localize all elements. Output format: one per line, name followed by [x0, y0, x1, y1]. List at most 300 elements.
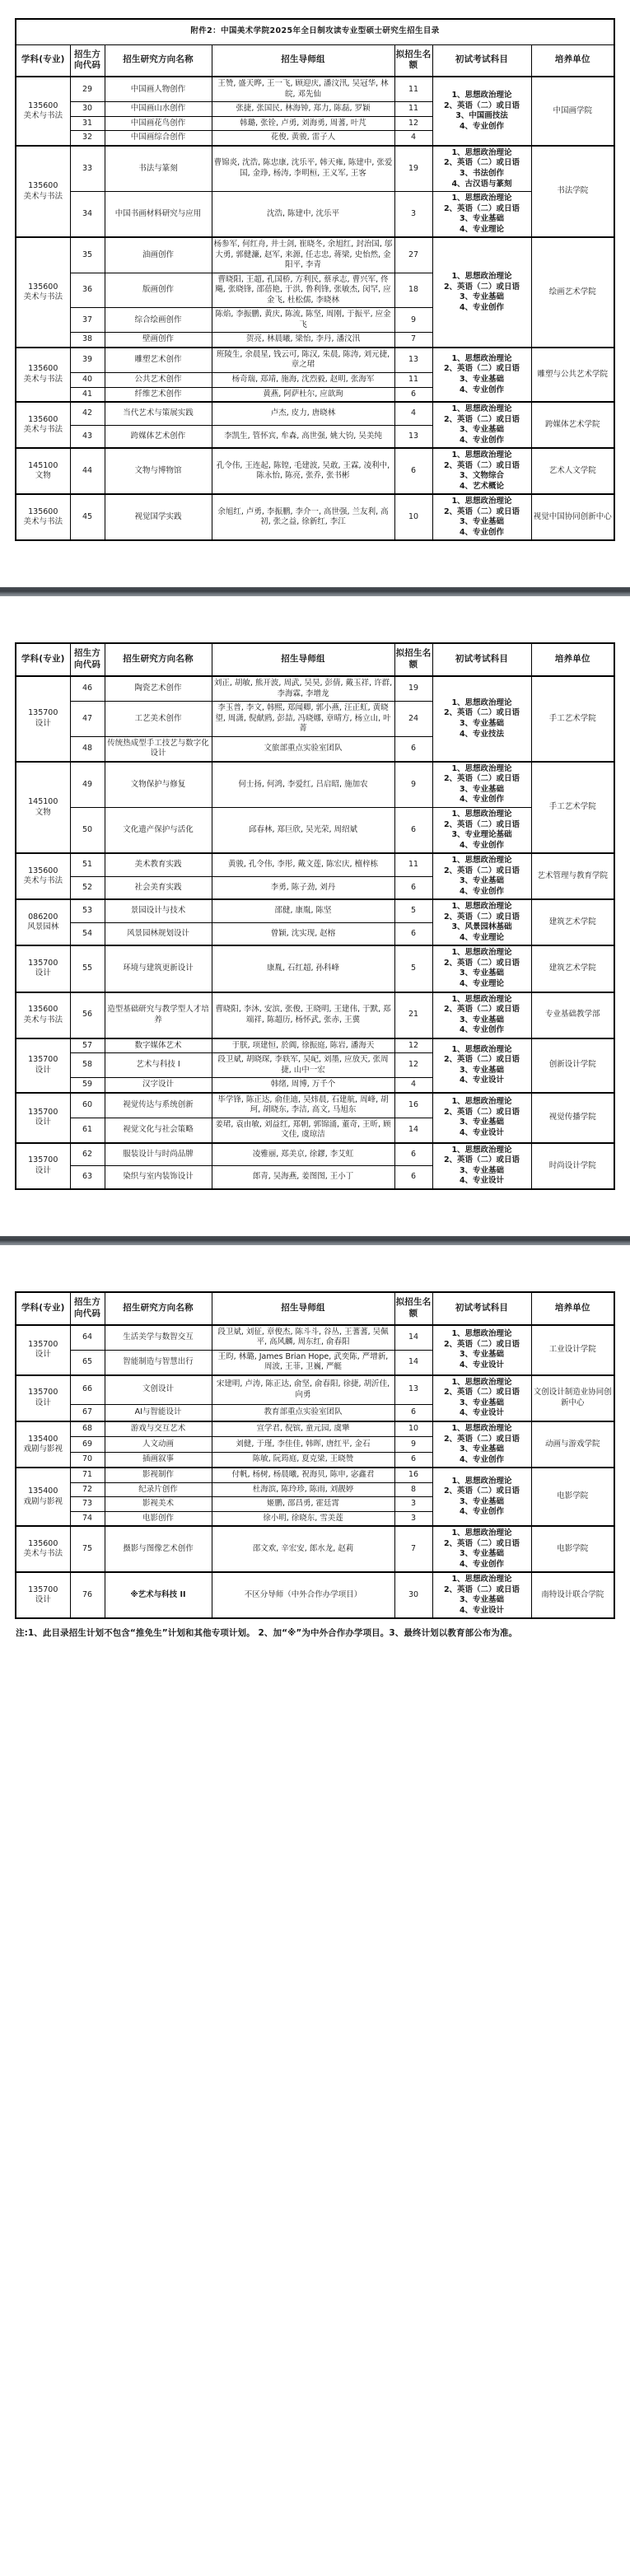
subject-name-cell: 145100 文物 — [16, 762, 70, 853]
quota-cell: 13 — [394, 425, 432, 448]
exam-subject-line: 1、思想政治理论 — [451, 1528, 512, 1538]
mentor-group-cell: 宣学君, 倪镔, 童元园, 虞犟 — [212, 1421, 394, 1437]
exam-subject-line: 2、英语（二）或日语 — [443, 1584, 520, 1594]
exam-subject-line: 4、专业创作 — [459, 886, 505, 896]
quota-cell: 12 — [394, 116, 432, 131]
mentor-group-cell: 陈焰, 李振鹏, 黄庆, 陈流, 陈坚, 周刚, 于振平, 应金飞 — [212, 308, 394, 333]
training-unit-cell: 艺术管理与教育学院 — [531, 853, 614, 899]
table-row — [16, 1526, 614, 1572]
table-row — [16, 146, 614, 192]
direction-code-cell: 37 — [70, 308, 105, 333]
mentor-group-cell: 余旭红, 卢勇, 李振鹏, 李介一, 高世强, 兰友利, 高初, 张之益, 徐新红, 李江 — [212, 494, 394, 540]
direction-name-cell: 壁画创作 — [105, 333, 212, 348]
subject-name-cell: 135700 设计 — [16, 1093, 70, 1143]
exam-subject-line: 3、专业基础 — [459, 425, 505, 435]
exam-subjects-cell — [432, 348, 531, 402]
direction-name-cell: 环境与建筑更新设计 — [105, 945, 212, 992]
exam-subject-line: 3、专业基础 — [459, 784, 505, 794]
direction-code-cell: 39 — [70, 348, 105, 373]
quota-cell: 4 — [394, 1078, 432, 1093]
direction-code-cell: 63 — [70, 1166, 105, 1189]
mentor-group-cell: 段卫斌, 胡晓琛, 李轶军, 吴屺, 刘墨, 应放天, 张周捷, 山中一宏 — [212, 1053, 394, 1078]
quota-cell: 16 — [394, 1468, 432, 1482]
quota-cell: 11 — [394, 853, 432, 876]
exam-subject-line: 1、思想政治理论 — [451, 948, 512, 958]
exam-subject-line: 4、专业理论 — [459, 978, 505, 988]
direction-code-cell: 69 — [70, 1437, 105, 1452]
table-header-row — [16, 1292, 614, 1325]
mentor-group-cell: 黄骏, 孔令伟, 李彤, 戴文莲, 陈宏庆, 檀梓栋 — [212, 853, 394, 876]
quota-cell: 7 — [394, 1526, 432, 1572]
mentor-group-cell: 杨奇瑞, 郑靖, 施海, 沈烈毅, 赵明, 张海军 — [212, 373, 394, 388]
exam-subject-line: 4、专业设计 — [459, 1605, 505, 1615]
quota-cell: 9 — [394, 308, 432, 333]
quota-cell: 19 — [394, 146, 432, 192]
exam-subject-line: 2、英语（二）或日语 — [443, 1339, 520, 1349]
table-row — [16, 1421, 614, 1437]
direction-name-cell: 数字媒体艺术 — [105, 1038, 212, 1053]
exam-subject-line: 4、专业创作 — [459, 1454, 505, 1464]
subject-name-cell: 135700 设计 — [16, 1375, 70, 1421]
exam-subject-line: 3、专业基础 — [459, 1496, 505, 1506]
table-row — [16, 77, 614, 102]
direction-name-cell: 雕塑艺术创作 — [105, 348, 212, 373]
catalog-page-1 — [0, 0, 630, 566]
quota-cell: 12 — [394, 1038, 432, 1053]
exam-subject-line: 3、专业基础 — [459, 1350, 505, 1360]
direction-name-cell: 服装设计与时尚品牌 — [105, 1143, 212, 1166]
quota-cell: 3 — [394, 192, 432, 238]
column-header-code: 招生方向代码 — [70, 1292, 105, 1325]
quota-cell: 4 — [394, 131, 432, 146]
direction-name-cell: 陶瓷艺术创作 — [105, 676, 212, 702]
direction-name-cell: 社会美育实践 — [105, 876, 212, 899]
column-header-code: 招生方向代码 — [70, 44, 105, 77]
exam-subject-line: 4、古汉语与篆刻 — [451, 179, 512, 189]
mentor-group-cell: 韩绪, 周博, 万千个 — [212, 1078, 394, 1093]
direction-code-cell: 72 — [70, 1482, 105, 1497]
direction-name-cell: 视觉文化与社会策略 — [105, 1118, 212, 1143]
subject-name-cell: 135600 美术与书法 — [16, 853, 70, 899]
exam-subject-line: 4、专业创作 — [459, 302, 505, 312]
quota-cell: 6 — [394, 387, 432, 402]
direction-name-cell: 文创设计 — [105, 1375, 212, 1404]
exam-subjects-cell — [432, 992, 531, 1038]
direction-code-cell: 44 — [70, 448, 105, 494]
training-unit-cell: 文创设计制造业协同创新中心 — [531, 1375, 614, 1421]
exam-subject-line: 3、专业基础 — [459, 1165, 505, 1175]
direction-code-cell: 76 — [70, 1572, 105, 1618]
column-header-subject: 学科(专业) — [16, 643, 70, 676]
table-header-row — [16, 44, 614, 77]
exam-subjects-cell — [432, 448, 531, 494]
table-row — [16, 945, 614, 992]
exam-subject-line: 1、思想政治理论 — [451, 1097, 512, 1107]
direction-code-cell: 50 — [70, 808, 105, 854]
direction-code-cell: 66 — [70, 1375, 105, 1404]
table-row — [16, 1038, 614, 1053]
direction-code-cell: 71 — [70, 1468, 105, 1482]
exam-subject-line: 2、英语（二）或日语 — [443, 819, 520, 829]
mentor-group-cell: 曾颖, 沈实现, 赵榕 — [212, 922, 394, 945]
direction-name-cell: 中国书画材料研究与应用 — [105, 192, 212, 238]
direction-code-cell: 46 — [70, 676, 105, 702]
quota-cell: 6 — [394, 922, 432, 945]
column-header-subject: 学科(专业) — [16, 1292, 70, 1325]
quota-cell: 27 — [394, 237, 432, 273]
direction-code-cell: 31 — [70, 116, 105, 131]
column-header-unit: 培养单位 — [531, 643, 614, 676]
column-header-unit: 培养单位 — [531, 1292, 614, 1325]
quota-cell: 6 — [394, 1452, 432, 1468]
mentor-group-cell: 王赞, 盛天晔, 王一飞, 顾迎庆, 潘汶汛, 吴冠华, 林皖, 邓先仙 — [212, 77, 394, 102]
column-header-exam: 初试考试科目 — [432, 1292, 531, 1325]
exam-subject-line: 2、英语（二）或日语 — [443, 1005, 520, 1015]
quota-cell: 14 — [394, 1118, 432, 1143]
exam-subject-line: 3、专业基础 — [459, 1118, 505, 1127]
quota-cell: 6 — [394, 876, 432, 899]
column-header-direction: 招生研究方向名称 — [105, 1292, 212, 1325]
page-gap — [0, 566, 630, 587]
direction-name-cell: AI与智能设计 — [105, 1404, 212, 1421]
column-header-mentors: 招生导师组 — [212, 1292, 394, 1325]
quota-cell: 10 — [394, 494, 432, 540]
exam-subjects-cell — [432, 1468, 531, 1526]
exam-subject-line: 3、专业基础 — [459, 1595, 505, 1605]
exam-subject-line: 4、专业设计 — [459, 1127, 505, 1137]
direction-code-cell: 48 — [70, 736, 105, 762]
exam-subject-line: 2、英语（二）或日语 — [443, 364, 520, 374]
table-row — [16, 1572, 614, 1618]
column-header-code: 招生方向代码 — [70, 643, 105, 676]
exam-subject-line: 3、专业理论基础 — [451, 830, 512, 840]
exam-subjects-cell — [432, 494, 531, 540]
exam-subject-line: 1、思想政治理论 — [451, 497, 512, 506]
mentor-group-cell: 刘正, 胡敏, 熊开波, 周武, 吴昊, 彭倩, 戴玉祥, 许群, 李海霖, 李增龙 — [212, 676, 394, 702]
exam-subject-line: 2、英语（二）或日语 — [443, 708, 520, 718]
exam-subject-line: 1、思想政治理论 — [451, 1575, 512, 1584]
direction-code-cell: 55 — [70, 945, 105, 992]
subject-name-cell: 135400 戏剧与影视 — [16, 1468, 70, 1526]
subject-name-cell: 086200 风景园林 — [16, 899, 70, 945]
mentor-group-cell: 李玉普, 李文, 韩熙, 郑闻卿, 郭小燕, 汪正虹, 黄晓望, 周潇, 倪献鸥, 彭喆, 冯晓娜, 章晴方, 杨立山, 叶菁 — [212, 702, 394, 737]
mentor-group-cell: 孔令伟, 王连起, 陈锽, 毛建波, 吴敢, 王霖, 凌利中, 陈永怡, 陈亮, 张乔, 张书彬 — [212, 448, 394, 494]
exam-subject-line: 1、思想政治理论 — [451, 902, 512, 912]
table-row — [16, 808, 614, 854]
direction-name-cell: 纤维艺术创作 — [105, 387, 212, 402]
direction-code-cell: 42 — [70, 402, 105, 425]
table-row — [16, 992, 614, 1038]
exam-subject-line: 4、专业创作 — [459, 1507, 505, 1517]
mentor-group-cell: 不区分导师（中外合作办学项目） — [212, 1572, 394, 1618]
exam-subject-line: 3、专业基础 — [459, 214, 505, 224]
exam-subject-line: 3、专业基础 — [459, 876, 505, 886]
subject-name-cell: 135700 设计 — [16, 676, 70, 762]
mentor-group-cell: 段卫斌, 刘征, 章俊杰, 陈斗斗, 谷丛, 王蓍蓍, 吴佩平, 高风麟, 周东红, 俞春阳 — [212, 1325, 394, 1351]
exam-subject-line: 1、思想政治理论 — [451, 1044, 512, 1054]
subject-name-cell: 135700 设计 — [16, 945, 70, 992]
training-unit-cell: 艺术人文学院 — [531, 448, 614, 494]
footer-note: 注:1、此目录招生计划不包含“推免生”计划和其他专项计划。 2、加“※”为中外合作办学项目。3、最终计划以教育部公布为准。 — [16, 1628, 518, 1639]
direction-code-cell: 54 — [70, 922, 105, 945]
page-gap — [0, 1215, 630, 1236]
quota-cell: 16 — [394, 1093, 432, 1118]
exam-subject-line: 3、专业基础 — [459, 517, 505, 527]
direction-name-cell: 文物保护与修复 — [105, 762, 212, 808]
direction-name-cell: 中国画人物创作 — [105, 77, 212, 102]
direction-code-cell: 62 — [70, 1143, 105, 1166]
quota-cell: 11 — [394, 373, 432, 388]
column-header-quota: 拟招生名额 — [394, 44, 432, 77]
table-row — [16, 402, 614, 425]
exam-subject-line: 4、专业创作 — [459, 527, 505, 537]
direction-name-cell: 油画创作 — [105, 237, 212, 273]
direction-name-cell: 书法与篆刻 — [105, 146, 212, 192]
catalog-page-2 — [0, 624, 630, 1215]
exam-subject-line: 2、英语（二）或日语 — [443, 1155, 520, 1165]
catalog-page-3 — [0, 1273, 630, 1665]
mentor-group-cell: 陈敏, 阮筠庭, 夏克梁, 王晓赞 — [212, 1452, 394, 1468]
mentor-group-cell: 卢杰, 皮力, 唐晓林 — [212, 402, 394, 425]
mentor-group-cell: 张捷, 张国民, 林海钟, 郑力, 陈磊, 罗颖 — [212, 102, 394, 117]
subject-name-cell: 135600 美术与书法 — [16, 237, 70, 348]
mentor-group-cell: 文旅部重点实验室团队 — [212, 736, 394, 762]
exam-subject-line: 1、思想政治理论 — [451, 1423, 512, 1433]
exam-subjects-cell — [432, 853, 531, 899]
page-separator-band — [0, 1236, 630, 1245]
quota-cell: 13 — [394, 348, 432, 373]
mentor-group-cell: 李勇, 陈子劲, 刘丹 — [212, 876, 394, 899]
mentor-group-cell: 凌雅丽, 郑美京, 徐鏐, 李艾虹 — [212, 1143, 394, 1166]
exam-subject-line: 3、专业基础 — [459, 375, 505, 384]
quota-cell: 5 — [394, 899, 432, 922]
direction-code-cell: 32 — [70, 131, 105, 146]
quota-cell: 18 — [394, 273, 432, 308]
exam-subject-line: 4、专业创作 — [459, 385, 505, 394]
mentor-group-cell: 姜珺, 袁由敏, 刘益红, 郑朝, 郭锦涌, 董奇, 王昕, 顾文佳, 虞琼洁 — [212, 1118, 394, 1143]
page-content — [0, 624, 630, 1215]
direction-code-cell: 58 — [70, 1053, 105, 1078]
exam-subject-line: 3、专业基础 — [459, 1015, 505, 1024]
direction-name-cell: 文物与博物馆 — [105, 448, 212, 494]
quota-cell: 14 — [394, 1350, 432, 1375]
direction-name-cell: 传统热成型手工技艺与数字化设计 — [105, 736, 212, 762]
direction-code-cell: 56 — [70, 992, 105, 1038]
mentor-group-cell: 李凯生, 管怀宾, 牟森, 高世强, 姚大钧, 吴美纯 — [212, 425, 394, 448]
mentor-group-cell: 曹晓阳, 王超, 孔国桥, 方利民, 蔡承志, 曹兴军, 佟飚, 张晓锋, 邵蓓艳, 于洪, 鲁利锋, 张敏杰, 闵罕, 应金飞, 杜松儒, 李晓林 — [212, 273, 394, 308]
exam-subject-line: 2、英语（二）或日语 — [443, 414, 520, 424]
direction-name-cell: 染织与室内装饰设计 — [105, 1166, 212, 1189]
training-unit-cell: 中国画学院 — [531, 77, 614, 146]
exam-subject-line: 1、思想政治理论 — [451, 994, 512, 1004]
exam-subject-line: 4、专业创作 — [459, 1559, 505, 1569]
exam-subject-line: 2、英语（二）或日语 — [443, 282, 520, 292]
exam-subject-line: 3、中国画技法 — [455, 111, 508, 121]
direction-name-cell: 影视制作 — [105, 1468, 212, 1482]
table-row — [16, 1143, 614, 1166]
direction-name-cell: 纪录片创作 — [105, 1482, 212, 1497]
quota-cell: 6 — [394, 808, 432, 854]
mentor-group-cell: 教育部重点实验室团队 — [212, 1404, 394, 1421]
table-row — [16, 762, 614, 808]
direction-code-cell: 67 — [70, 1404, 105, 1421]
quota-cell: 6 — [394, 1143, 432, 1166]
subject-name-cell: 135600 美术与书法 — [16, 402, 70, 448]
subject-name-cell: 145100 文物 — [16, 448, 70, 494]
direction-name-cell: ※艺术与科技 II — [105, 1572, 212, 1618]
training-unit-cell: 电影学院 — [531, 1468, 614, 1526]
exam-subject-line: 1、思想政治理论 — [451, 1329, 512, 1339]
admissions-catalog-table — [15, 18, 615, 541]
exam-subject-line: 3、文物综合 — [459, 471, 505, 481]
exam-subject-line: 3、专业基础 — [459, 968, 505, 978]
direction-name-cell: 美术教育实践 — [105, 853, 212, 876]
column-header-exam: 初试考试科目 — [432, 44, 531, 77]
training-unit-cell: 工业设计学院 — [531, 1325, 614, 1375]
document-title: 附件2：中国美术学院2025年全日制攻读专业型硕士研究生招生目录 — [16, 19, 614, 44]
table-row — [16, 448, 614, 494]
direction-code-cell: 29 — [70, 77, 105, 102]
quota-cell: 6 — [394, 736, 432, 762]
exam-subject-line: 3、专业基础 — [459, 1444, 505, 1454]
column-header-unit: 培养单位 — [531, 44, 614, 77]
direction-name-cell: 人文动画 — [105, 1437, 212, 1452]
exam-subject-line: 3、专业基础 — [459, 1065, 505, 1075]
direction-name-cell: 插画叙事 — [105, 1452, 212, 1468]
subject-name-cell: 135600 美术与书法 — [16, 1526, 70, 1572]
column-header-mentors: 招生导师组 — [212, 643, 394, 676]
exam-subject-line: 1、思想政治理论 — [451, 1476, 512, 1486]
page-content — [0, 0, 630, 566]
quota-cell: 6 — [394, 448, 432, 494]
quota-cell: 19 — [394, 676, 432, 702]
direction-name-cell: 视觉国学实践 — [105, 494, 212, 540]
training-unit-cell: 手工艺术学院 — [531, 762, 614, 853]
subject-name-cell: 135700 设计 — [16, 1325, 70, 1375]
exam-subject-line: 1、思想政治理论 — [451, 147, 512, 157]
direction-name-cell: 版画创作 — [105, 273, 212, 308]
quota-cell: 12 — [394, 1053, 432, 1078]
exam-subject-line: 4、专业设计 — [459, 1176, 505, 1186]
exam-subjects-cell — [432, 762, 531, 808]
exam-subject-line: 4、专业理论 — [459, 224, 505, 234]
exam-subject-line: 2、英语（二）或日语 — [443, 1055, 520, 1065]
exam-subjects-cell — [432, 676, 531, 762]
table-row — [16, 899, 614, 922]
direction-code-cell: 61 — [70, 1118, 105, 1143]
table-row — [16, 494, 614, 540]
exam-subject-line: 1、思想政治理论 — [451, 856, 512, 866]
mentor-group-cell: 徐小明, 徐晓东, 雪美莲 — [212, 1511, 394, 1526]
column-header-quota: 拟招生名额 — [394, 1292, 432, 1325]
direction-code-cell: 51 — [70, 853, 105, 876]
training-unit-cell: 专业基础教学部 — [531, 992, 614, 1038]
direction-name-cell: 跨媒体艺术创作 — [105, 425, 212, 448]
exam-subjects-cell — [432, 1325, 531, 1375]
table-row — [16, 1093, 614, 1118]
mentor-group-cell: 于朕, 项建恒, 於阗, 徐振庭, 陈岩, 潘海天 — [212, 1038, 394, 1053]
direction-code-cell: 68 — [70, 1421, 105, 1437]
training-unit-cell: 电影学院 — [531, 1526, 614, 1572]
mentor-group-cell: 郎青, 吴海燕, 姜图图, 王小丁 — [212, 1166, 394, 1189]
quota-cell: 6 — [394, 1404, 432, 1421]
direction-code-cell: 74 — [70, 1511, 105, 1526]
direction-name-cell: 游戏与交互艺术 — [105, 1421, 212, 1437]
mentor-group-cell: 邵文欢, 辛宏安, 郎水龙, 赵莉 — [212, 1526, 394, 1572]
exam-subjects-cell — [432, 1375, 531, 1421]
direction-code-cell: 60 — [70, 1093, 105, 1118]
mentor-group-cell: 刘健, 于瑾, 李佳佳, 韩晖, 唐红平, 金石 — [212, 1437, 394, 1452]
exam-subject-line: 4、专业设计 — [459, 1408, 505, 1418]
exam-subject-line: 2、英语（二）或日语 — [443, 460, 520, 470]
exam-subjects-cell — [432, 945, 531, 992]
exam-subject-line: 4、专业创作 — [459, 840, 505, 850]
exam-subject-line: 4、专业设计 — [459, 1360, 505, 1370]
direction-code-cell: 65 — [70, 1350, 105, 1375]
direction-name-cell: 中国画花鸟创作 — [105, 116, 212, 131]
exam-subject-line: 1、思想政治理论 — [451, 810, 512, 819]
exam-subject-line: 4、专业理论 — [459, 932, 505, 942]
column-header-exam: 初试考试科目 — [432, 643, 531, 676]
exam-subjects-cell — [432, 192, 531, 238]
training-unit-cell: 视觉传播学院 — [531, 1093, 614, 1143]
exam-subject-line: 1、思想政治理论 — [451, 450, 512, 460]
direction-code-cell: 45 — [70, 494, 105, 540]
direction-name-cell: 风景园林规划设计 — [105, 922, 212, 945]
page-gap — [0, 1245, 630, 1273]
quota-cell: 13 — [394, 1375, 432, 1404]
training-unit-cell: 雕塑与公共艺术学院 — [531, 348, 614, 402]
exam-subject-line: 2、英语（二）或日语 — [443, 1538, 520, 1548]
direction-code-cell: 34 — [70, 192, 105, 238]
exam-subject-line: 1、思想政治理论 — [451, 698, 512, 707]
training-unit-cell: 跨媒体艺术学院 — [531, 402, 614, 448]
page-separator-band — [0, 587, 630, 596]
exam-subject-line: 2、英语（二）或日语 — [443, 506, 520, 516]
exam-subjects-cell — [432, 1572, 531, 1618]
exam-subjects-cell — [432, 1143, 531, 1189]
direction-code-cell: 53 — [70, 899, 105, 922]
admissions-catalog-table — [15, 642, 615, 1190]
table-row — [16, 237, 614, 273]
exam-subjects-cell — [432, 1038, 531, 1093]
direction-code-cell: 30 — [70, 102, 105, 117]
direction-code-cell: 75 — [70, 1526, 105, 1572]
direction-code-cell: 73 — [70, 1497, 105, 1512]
direction-name-cell: 视觉传达与系统创新 — [105, 1093, 212, 1118]
exam-subject-line: 2、英语（二）或日语 — [443, 1107, 520, 1117]
title-row — [16, 19, 614, 44]
training-unit-cell: 手工艺术学院 — [531, 676, 614, 762]
quota-cell: 9 — [394, 762, 432, 808]
quota-cell: 6 — [394, 1166, 432, 1189]
table-row — [16, 192, 614, 238]
direction-name-cell: 景园设计与技术 — [105, 899, 212, 922]
direction-code-cell: 38 — [70, 333, 105, 348]
mentor-group-cell: 杨参军, 何红舟, 井士剑, 崔晓冬, 余旭红, 封治国, 邬大勇, 郭健濂, 赵军, 来源, 任志忠, 蒋梁, 史怡然, 金阳平, 李青 — [212, 237, 394, 273]
exam-subject-line: 2、英语（二）或日语 — [443, 1388, 520, 1398]
exam-subject-line: 1、思想政治理论 — [451, 763, 512, 773]
exam-subject-line: 2、英语（二）或日语 — [443, 158, 520, 168]
direction-code-cell: 57 — [70, 1038, 105, 1053]
mentor-group-cell: 沈浩, 陈建中, 沈乐平 — [212, 192, 394, 238]
exam-subject-line: 2、英语（二）或日语 — [443, 1486, 520, 1496]
exam-subject-line: 2、英语（二）或日语 — [443, 774, 520, 784]
mentor-group-cell: 黄燕, 阿萨杜尔, 应歆珣 — [212, 387, 394, 402]
column-header-subject: 学科(专业) — [16, 44, 70, 77]
mentor-group-cell: 曹锦炎, 沈浩, 陈忠康, 沈乐平, 韩天雍, 陈建中, 张爱国, 金琤, 杨涛, 李明桓, 王义军, 王客 — [212, 146, 394, 192]
mentor-group-cell: 宋建明, 卢涛, 陈正达, 俞坚, 俞春阳, 徐捷, 胡沂佳, 向勇 — [212, 1375, 394, 1404]
